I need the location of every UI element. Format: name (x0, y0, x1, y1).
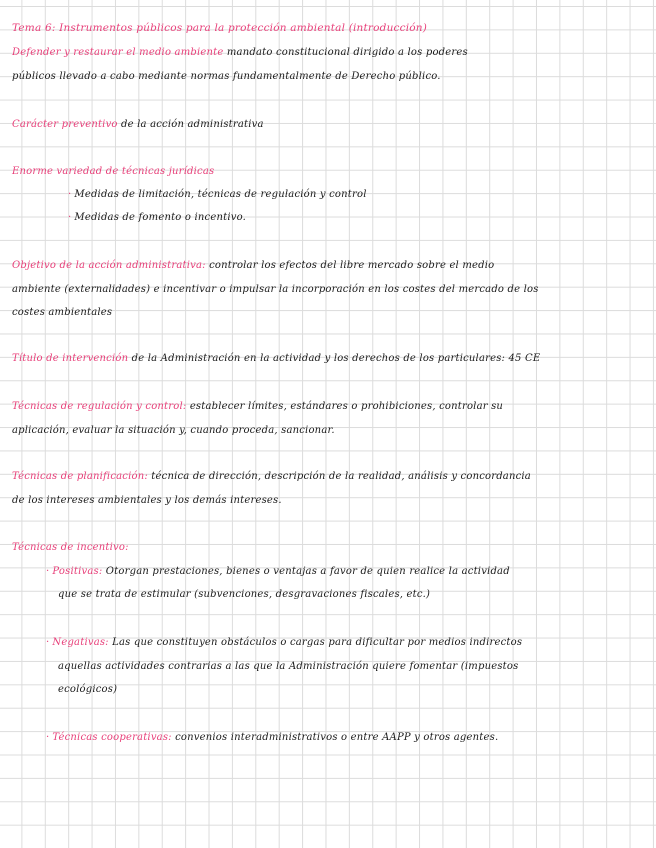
cooperativas-line (46, 732, 498, 743)
titulo-highlight: Título de intervención (12, 353, 129, 364)
objetivo-line-3: costes ambientales (12, 307, 113, 318)
regulacion-text-1: establecer límites, estándares o prohibiciones, controlar su (186, 401, 504, 412)
planificacion-line-2: de los intereses ambientales y los demás intereses. (12, 495, 282, 506)
regulacion-highlight: Técnicas de regulación y control: (12, 401, 187, 412)
caracter-line (12, 119, 264, 130)
titulo-text: de la Administración en la actividad y los derechos de los particulares: 45 CE (128, 353, 541, 364)
objetivo-highlight: Objetivo de la acción administrativa: (12, 260, 206, 271)
bullet-icon: · (46, 566, 50, 577)
titulo-line (12, 353, 540, 364)
bullet-icon: · (46, 732, 50, 743)
negativas-line-2: aquellas actividades contrarias a las que la Administración quiere fomentar (impuestos (58, 661, 519, 672)
bullet-icon: · (68, 212, 72, 223)
planificacion-line-1 (12, 471, 531, 482)
variedad-heading: Enorme variedad de técnicas jurídicas (12, 166, 215, 177)
intro-highlight: Defender y restaurar el medio ambiente (12, 47, 224, 58)
cooperativas-text: convenios interadministrativos o entre AAPP y otros agentes. (171, 732, 499, 743)
objetivo-line-2: ambiente (externalidades) e incentivar o impulsar la incorporación en los costes del mercado de los (12, 284, 539, 295)
negativas-line-3: ecológicos) (58, 684, 118, 695)
positivas-label: Positivas: (52, 566, 103, 577)
page-title: Tema 6: Instrumentos públicos para la protección ambiental (introducción) (12, 22, 428, 34)
caracter-highlight: Carácter preventivo (12, 119, 118, 130)
negativas-label: Negativas: (52, 637, 109, 648)
intro-text-1: mandato constitucional dirigido a los poderes (223, 47, 468, 58)
regulacion-line-1 (12, 401, 503, 412)
planificacion-text-1: técnica de dirección, descripción de la realidad, análisis y concordancia (147, 471, 531, 482)
variedad-item-2-text: Medidas de fomento o incentivo. (74, 212, 246, 223)
caracter-text: de la acción administrativa (117, 119, 264, 130)
positivas-line-2: que se trata de estimular (subvenciones, desgravaciones fiscales, etc.) (58, 589, 431, 600)
variedad-item-1-text: Medidas de limitación, técnicas de regulación y control (74, 189, 367, 200)
variedad-item-1 (68, 189, 367, 200)
negativas-line-1 (46, 637, 522, 648)
objetivo-text-1: controlar los efectos del libre mercado sobre el medio (205, 260, 495, 271)
objetivo-line-1 (12, 260, 494, 271)
bullet-icon: · (46, 637, 50, 648)
variedad-item-2 (68, 212, 246, 223)
planificacion-highlight: Técnicas de planificación: (12, 471, 148, 482)
negativas-text-1: Las que constituyen obstáculos o cargas para dificultar por medios indirectos (108, 637, 523, 648)
incentivo-heading: Técnicas de incentivo: (12, 542, 129, 553)
positivas-line-1 (46, 566, 510, 577)
intro-line-2: públicos llevado a cabo mediante normas fundamentalmente de Derecho público. (12, 71, 441, 82)
bullet-icon: · (68, 189, 72, 200)
intro-line-1 (12, 47, 468, 58)
regulacion-line-2: aplicación, evaluar la situación y, cuando proceda, sancionar. (12, 425, 335, 436)
cooperativas-label: Técnicas cooperativas: (52, 732, 172, 743)
positivas-text-1: Otorgan prestaciones, bienes o ventajas a favor de quien realice la actividad (102, 566, 510, 577)
